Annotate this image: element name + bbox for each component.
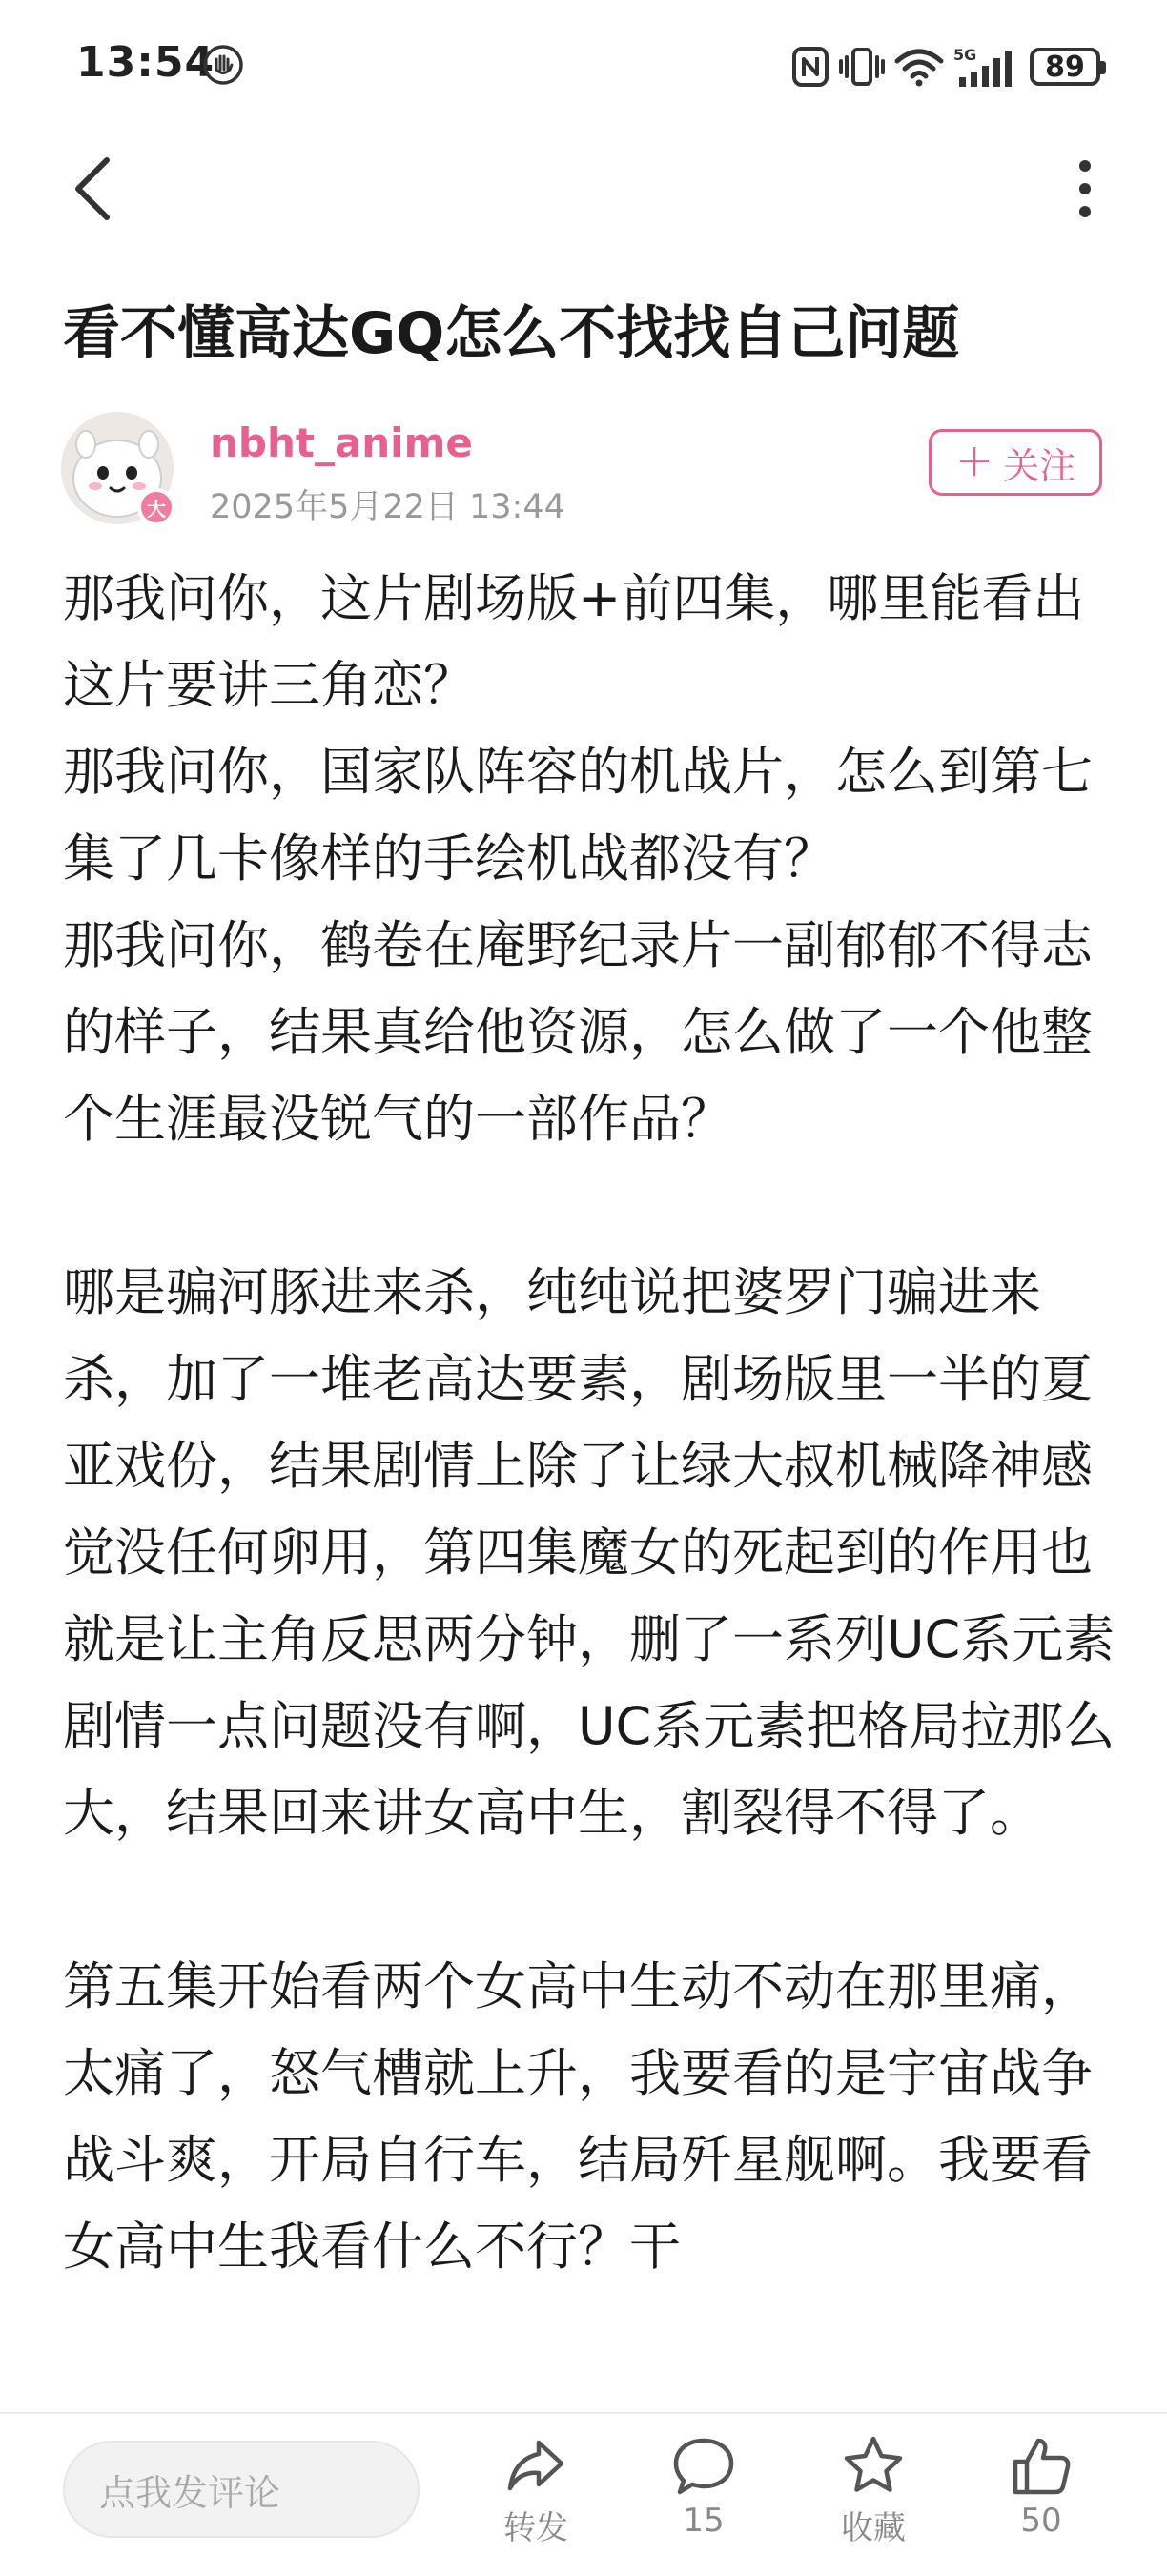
share-label: 转发 <box>503 2509 568 2547</box>
status-time: 13:54 <box>76 38 215 87</box>
comment-bubble-icon <box>670 2433 737 2500</box>
vibrate-icon <box>839 46 885 88</box>
signal-5g-icon <box>953 45 1020 89</box>
like-count: 50 <box>1020 2502 1062 2540</box>
battery-indicator: 89 <box>1030 48 1100 86</box>
post-paragraph: 第五集开始看两个女高中生动不动在那里痛，太痛了，怒气槽就上升，我要看的是宇宙战争战斗爽，开局自行车，结局歼星舰啊。我要看女高中生我看什么不行？干 <box>63 1956 1093 2277</box>
comment-input[interactable]: 点我发评论 <box>63 2441 420 2538</box>
gesture-hand-icon <box>202 44 244 86</box>
status-icons <box>791 42 1100 92</box>
post-timestamp: 2025年5月22日 13:44 <box>210 488 565 526</box>
like-button[interactable] <box>965 2433 1117 2557</box>
comment-button[interactable] <box>627 2433 780 2557</box>
favorite-label: 收藏 <box>841 2509 906 2547</box>
post-paragraph: 那我问你，国家队阵容的机战片，怎么到第七集了几卡像样的手绘机战都没有？ <box>63 742 1093 889</box>
paragraph-spacer <box>63 1856 1117 1943</box>
post-paragraph: 那我问你，这片剧场版+前四集，哪里能看出这片要讲三角恋？ <box>63 568 1085 715</box>
more-options-icon[interactable] <box>1043 151 1119 227</box>
follow-button[interactable] <box>929 429 1102 496</box>
thumbs-up-icon <box>1008 2433 1075 2500</box>
post-body <box>63 555 1117 2290</box>
status-bar <box>0 0 1167 133</box>
share-arrow-icon <box>502 2433 569 2500</box>
bottom-action-bar <box>0 2412 1167 2576</box>
plus-icon: + <box>954 434 994 487</box>
post-paragraph: 哪是骗河豚进来杀，纯纯说把婆罗门骗进来杀，加了一堆老高达要素，剧场版里一半的夏亚戏份，结果剧情上除了让绿大叔机械降神感觉没任何卵用，第四集魔女的死起到的作用也就是让主角反思两分钟，删了一系列UC系元素剧情一点问题没有啊，UC系元素把格局拉那么大，结果回来讲女高中生，割裂得不得了。 <box>63 1262 1116 1843</box>
svg-text:5G: 5G <box>953 46 977 64</box>
share-button[interactable] <box>460 2433 612 2557</box>
star-icon <box>840 2433 907 2500</box>
follow-label: 关注 <box>1003 444 1076 487</box>
post-paragraph: 那我问你，鹤卷在庵野纪录片一副郁郁不得志的样子，结果真给他资源，怎么做了一个他整个生涯最没锐气的一部作品？ <box>63 915 1093 1149</box>
wifi-icon <box>894 46 944 88</box>
nav-bar <box>0 133 1167 238</box>
paragraph-spacer <box>63 1162 1117 1249</box>
nfc-icon <box>791 46 829 88</box>
favorite-button[interactable] <box>797 2433 950 2557</box>
back-arrow-icon[interactable] <box>57 151 133 227</box>
author-level-badge: 大 <box>137 488 175 526</box>
comment-count: 15 <box>683 2502 725 2540</box>
author-name[interactable]: nbht_anime <box>210 419 473 466</box>
post-title: 看不懂高达GQ怎么不找找自己问题 <box>63 300 960 367</box>
